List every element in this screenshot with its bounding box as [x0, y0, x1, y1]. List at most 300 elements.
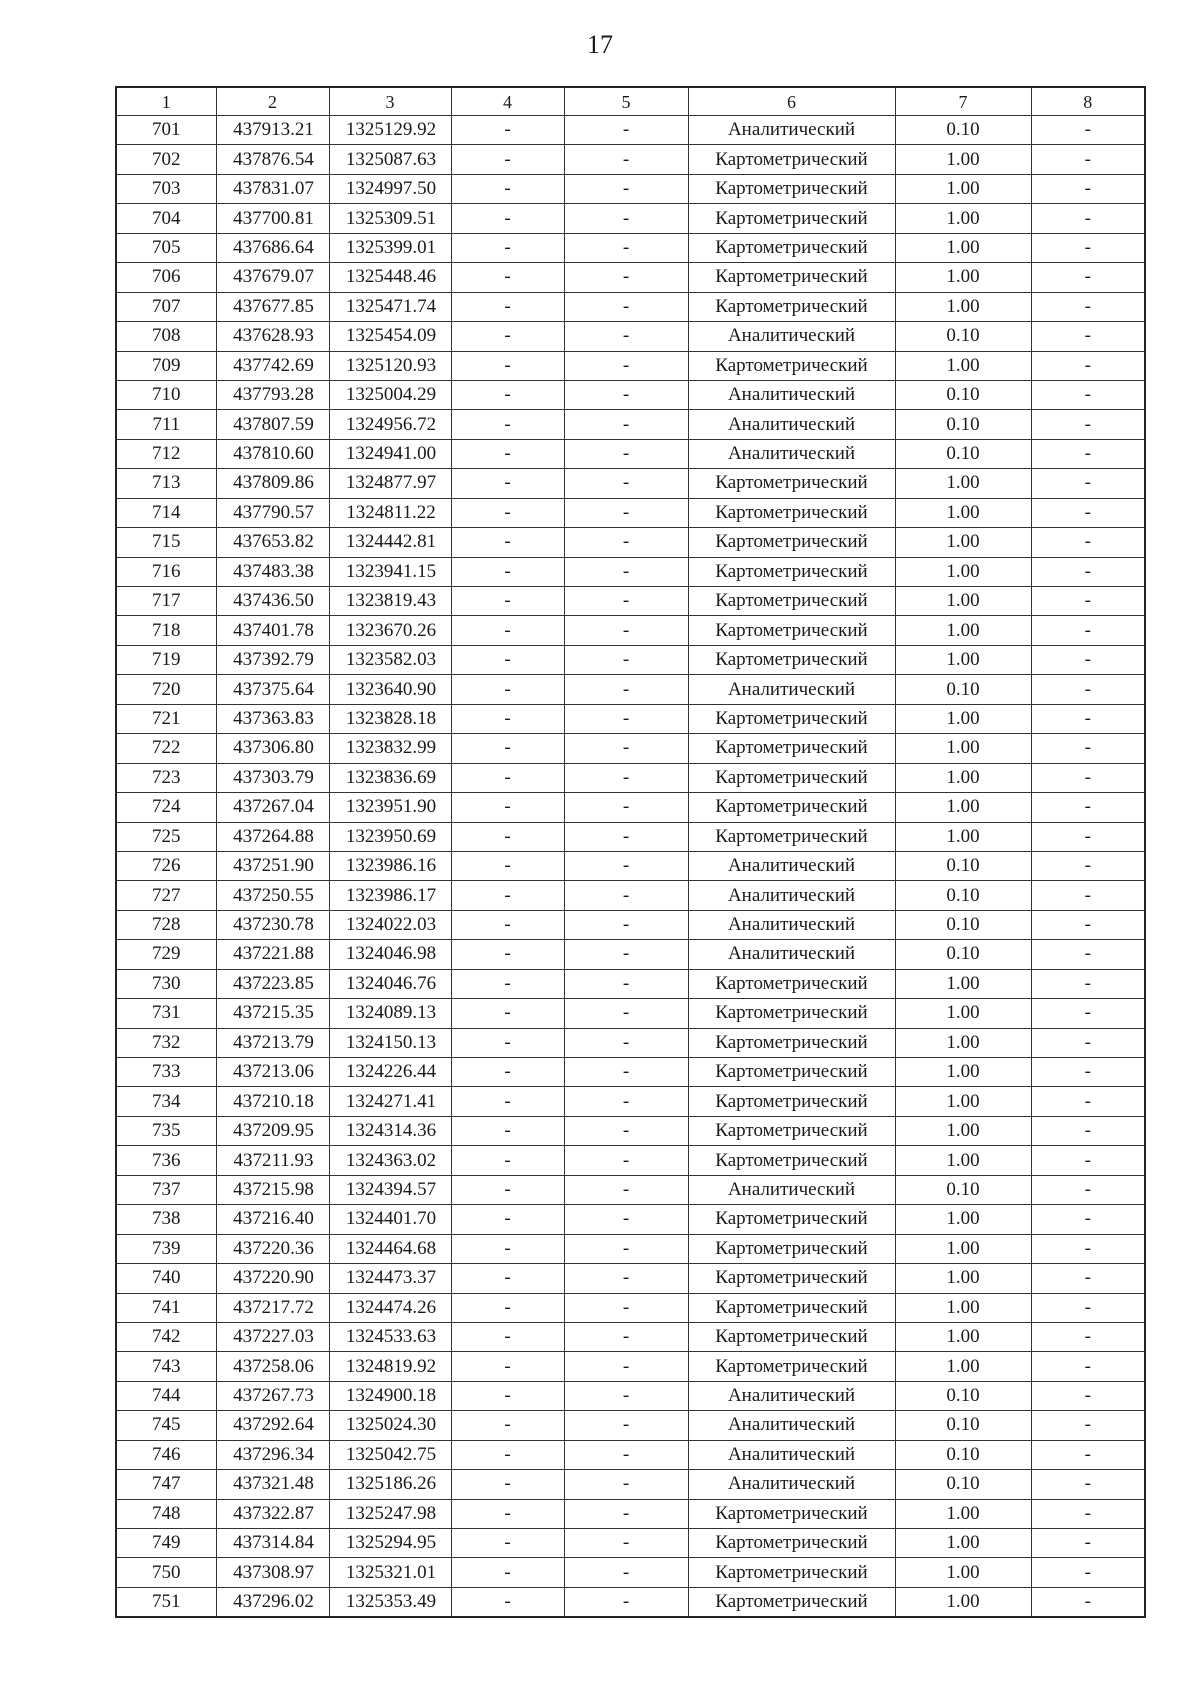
col5-cell: -	[564, 380, 688, 409]
accuracy-cell: 1.00	[895, 1116, 1031, 1145]
method-cell: Картометрический	[688, 1558, 895, 1587]
x-coordinate-cell: 437296.34	[216, 1440, 329, 1469]
accuracy-cell: 1.00	[895, 1205, 1031, 1234]
accuracy-cell: 1.00	[895, 528, 1031, 557]
accuracy-cell: 1.00	[895, 233, 1031, 262]
accuracy-cell: 0.10	[895, 1440, 1031, 1469]
table-row	[116, 822, 1145, 851]
point-number-cell: 712	[116, 439, 216, 468]
col5-cell: -	[564, 734, 688, 763]
col5-cell: -	[564, 1058, 688, 1087]
col4-cell: -	[451, 557, 564, 586]
x-coordinate-cell: 437436.50	[216, 587, 329, 616]
y-coordinate-cell: 1324046.98	[329, 940, 451, 969]
col4-cell: -	[451, 204, 564, 233]
accuracy-cell: 1.00	[895, 999, 1031, 1028]
point-number-cell: 715	[116, 528, 216, 557]
col8-cell: -	[1031, 410, 1145, 439]
col4-cell: -	[451, 1028, 564, 1057]
col8-cell: -	[1031, 1264, 1145, 1293]
accuracy-cell: 0.10	[895, 1470, 1031, 1499]
table-row	[116, 999, 1145, 1028]
column-header: 4	[451, 87, 564, 116]
x-coordinate-cell: 437216.40	[216, 1205, 329, 1234]
point-number-cell: 711	[116, 410, 216, 439]
col8-cell: -	[1031, 233, 1145, 262]
page-number: 17	[587, 30, 613, 59]
col8-cell: -	[1031, 734, 1145, 763]
y-coordinate-cell: 1325186.26	[329, 1470, 451, 1499]
col4-cell: -	[451, 645, 564, 674]
col5-cell: -	[564, 410, 688, 439]
col5-cell: -	[564, 1293, 688, 1322]
table-row	[116, 351, 1145, 380]
accuracy-cell: 1.00	[895, 969, 1031, 998]
col8-cell: -	[1031, 1116, 1145, 1145]
col8-cell: -	[1031, 1587, 1145, 1617]
col5-cell: -	[564, 528, 688, 557]
col5-cell: -	[564, 822, 688, 851]
col4-cell: -	[451, 1264, 564, 1293]
point-number-cell: 736	[116, 1146, 216, 1175]
column-header: 2	[216, 87, 329, 116]
col5-cell: -	[564, 1558, 688, 1587]
table-row	[116, 1205, 1145, 1234]
method-cell: Аналитический	[688, 1440, 895, 1469]
method-cell: Аналитический	[688, 881, 895, 910]
accuracy-cell: 1.00	[895, 292, 1031, 321]
accuracy-cell: 1.00	[895, 1058, 1031, 1087]
col4-cell: -	[451, 1146, 564, 1175]
accuracy-cell: 0.10	[895, 851, 1031, 880]
table-row	[116, 940, 1145, 969]
y-coordinate-cell: 1325087.63	[329, 145, 451, 174]
col8-cell: -	[1031, 528, 1145, 557]
col4-cell: -	[451, 1381, 564, 1410]
coordinates-table	[115, 86, 1146, 1618]
method-cell: Картометрический	[688, 1234, 895, 1263]
point-number-cell: 730	[116, 969, 216, 998]
x-coordinate-cell: 437809.86	[216, 469, 329, 498]
table-row	[116, 910, 1145, 939]
point-number-cell: 729	[116, 940, 216, 969]
point-number-cell: 739	[116, 1234, 216, 1263]
x-coordinate-cell: 437211.93	[216, 1146, 329, 1175]
method-cell: Картометрический	[688, 704, 895, 733]
col4-cell: -	[451, 1411, 564, 1440]
y-coordinate-cell: 1325247.98	[329, 1499, 451, 1528]
point-number-cell: 744	[116, 1381, 216, 1410]
col5-cell: -	[564, 1205, 688, 1234]
y-coordinate-cell: 1324314.36	[329, 1116, 451, 1145]
x-coordinate-cell: 437210.18	[216, 1087, 329, 1116]
y-coordinate-cell: 1323819.43	[329, 587, 451, 616]
col8-cell: -	[1031, 1028, 1145, 1057]
method-cell: Аналитический	[688, 851, 895, 880]
point-number-cell: 723	[116, 763, 216, 792]
y-coordinate-cell: 1324401.70	[329, 1205, 451, 1234]
x-coordinate-cell: 437810.60	[216, 439, 329, 468]
method-cell: Картометрический	[688, 999, 895, 1028]
col5-cell: -	[564, 233, 688, 262]
method-cell: Картометрический	[688, 616, 895, 645]
method-cell: Картометрический	[688, 1529, 895, 1558]
col4-cell: -	[451, 528, 564, 557]
point-number-cell: 733	[116, 1058, 216, 1087]
point-number-cell: 742	[116, 1322, 216, 1351]
col4-cell: -	[451, 116, 564, 145]
point-number-cell: 709	[116, 351, 216, 380]
method-cell: Картометрический	[688, 1146, 895, 1175]
table-row	[116, 587, 1145, 616]
y-coordinate-cell: 1324226.44	[329, 1058, 451, 1087]
method-cell: Аналитический	[688, 380, 895, 409]
y-coordinate-cell: 1325471.74	[329, 292, 451, 321]
x-coordinate-cell: 437628.93	[216, 322, 329, 351]
col4-cell: -	[451, 851, 564, 880]
col4-cell: -	[451, 498, 564, 527]
col4-cell: -	[451, 439, 564, 468]
column-header: 8	[1031, 87, 1145, 116]
table-row	[116, 763, 1145, 792]
accuracy-cell: 1.00	[895, 763, 1031, 792]
col8-cell: -	[1031, 587, 1145, 616]
col8-cell: -	[1031, 1470, 1145, 1499]
x-coordinate-cell: 437267.73	[216, 1381, 329, 1410]
col5-cell: -	[564, 116, 688, 145]
method-cell: Аналитический	[688, 675, 895, 704]
y-coordinate-cell: 1324464.68	[329, 1234, 451, 1263]
method-cell: Картометрический	[688, 1293, 895, 1322]
point-number-cell: 734	[116, 1087, 216, 1116]
x-coordinate-cell: 437483.38	[216, 557, 329, 586]
col8-cell: -	[1031, 1087, 1145, 1116]
col8-cell: -	[1031, 1529, 1145, 1558]
col8-cell: -	[1031, 1381, 1145, 1410]
col5-cell: -	[564, 763, 688, 792]
y-coordinate-cell: 1323950.69	[329, 822, 451, 851]
col8-cell: -	[1031, 263, 1145, 292]
col8-cell: -	[1031, 322, 1145, 351]
col4-cell: -	[451, 763, 564, 792]
y-coordinate-cell: 1325294.95	[329, 1529, 451, 1558]
col5-cell: -	[564, 910, 688, 939]
col5-cell: -	[564, 1116, 688, 1145]
method-cell: Картометрический	[688, 1322, 895, 1351]
col8-cell: -	[1031, 910, 1145, 939]
col8-cell: -	[1031, 1322, 1145, 1351]
table-row	[116, 704, 1145, 733]
accuracy-cell: 1.00	[895, 822, 1031, 851]
method-cell: Картометрический	[688, 1264, 895, 1293]
method-cell: Аналитический	[688, 1175, 895, 1204]
col8-cell: -	[1031, 704, 1145, 733]
y-coordinate-cell: 1325024.30	[329, 1411, 451, 1440]
table-header-row	[116, 87, 1145, 116]
accuracy-cell: 1.00	[895, 1499, 1031, 1528]
table-row	[116, 793, 1145, 822]
accuracy-cell: 1.00	[895, 734, 1031, 763]
col8-cell: -	[1031, 969, 1145, 998]
col5-cell: -	[564, 351, 688, 380]
table-row	[116, 1116, 1145, 1145]
x-coordinate-cell: 437220.90	[216, 1264, 329, 1293]
method-cell: Картометрический	[688, 1352, 895, 1381]
method-cell: Аналитический	[688, 910, 895, 939]
y-coordinate-cell: 1324877.97	[329, 469, 451, 498]
x-coordinate-cell: 437807.59	[216, 410, 329, 439]
method-cell: Картометрический	[688, 469, 895, 498]
col4-cell: -	[451, 1587, 564, 1617]
table-row	[116, 204, 1145, 233]
col8-cell: -	[1031, 292, 1145, 321]
point-number-cell: 737	[116, 1175, 216, 1204]
accuracy-cell: 1.00	[895, 1587, 1031, 1617]
col8-cell: -	[1031, 1411, 1145, 1440]
accuracy-cell: 0.10	[895, 410, 1031, 439]
method-cell: Картометрический	[688, 174, 895, 203]
y-coordinate-cell: 1325309.51	[329, 204, 451, 233]
col4-cell: -	[451, 1058, 564, 1087]
table-row	[116, 1175, 1145, 1204]
col4-cell: -	[451, 380, 564, 409]
col4-cell: -	[451, 675, 564, 704]
col8-cell: -	[1031, 675, 1145, 704]
accuracy-cell: 1.00	[895, 498, 1031, 527]
col8-cell: -	[1031, 145, 1145, 174]
col8-cell: -	[1031, 1146, 1145, 1175]
col8-cell: -	[1031, 174, 1145, 203]
point-number-cell: 716	[116, 557, 216, 586]
y-coordinate-cell: 1325448.46	[329, 263, 451, 292]
col5-cell: -	[564, 263, 688, 292]
point-number-cell: 748	[116, 1499, 216, 1528]
point-number-cell: 732	[116, 1028, 216, 1057]
method-cell: Картометрический	[688, 204, 895, 233]
x-coordinate-cell: 437264.88	[216, 822, 329, 851]
point-number-cell: 722	[116, 734, 216, 763]
col5-cell: -	[564, 645, 688, 674]
table-row	[116, 292, 1145, 321]
x-coordinate-cell: 437251.90	[216, 851, 329, 880]
col4-cell: -	[451, 1352, 564, 1381]
col4-cell: -	[451, 233, 564, 262]
point-number-cell: 710	[116, 380, 216, 409]
table-row	[116, 616, 1145, 645]
accuracy-cell: 0.10	[895, 675, 1031, 704]
x-coordinate-cell: 437258.06	[216, 1352, 329, 1381]
point-number-cell: 707	[116, 292, 216, 321]
accuracy-cell: 1.00	[895, 469, 1031, 498]
method-cell: Аналитический	[688, 1411, 895, 1440]
y-coordinate-cell: 1324811.22	[329, 498, 451, 527]
y-coordinate-cell: 1324474.26	[329, 1293, 451, 1322]
x-coordinate-cell: 437392.79	[216, 645, 329, 674]
x-coordinate-cell: 437314.84	[216, 1529, 329, 1558]
point-number-cell: 720	[116, 675, 216, 704]
accuracy-cell: 1.00	[895, 1558, 1031, 1587]
point-number-cell: 731	[116, 999, 216, 1028]
x-coordinate-cell: 437913.21	[216, 116, 329, 145]
col4-cell: -	[451, 1234, 564, 1263]
col4-cell: -	[451, 410, 564, 439]
table-row	[116, 851, 1145, 880]
accuracy-cell: 0.10	[895, 1411, 1031, 1440]
col5-cell: -	[564, 1234, 688, 1263]
method-cell: Картометрический	[688, 645, 895, 674]
col5-cell: -	[564, 1352, 688, 1381]
accuracy-cell: 0.10	[895, 116, 1031, 145]
method-cell: Аналитический	[688, 940, 895, 969]
col5-cell: -	[564, 322, 688, 351]
col5-cell: -	[564, 999, 688, 1028]
point-number-cell: 728	[116, 910, 216, 939]
col4-cell: -	[451, 969, 564, 998]
y-coordinate-cell: 1323836.69	[329, 763, 451, 792]
col5-cell: -	[564, 1028, 688, 1057]
point-number-cell: 750	[116, 1558, 216, 1587]
col5-cell: -	[564, 1587, 688, 1617]
x-coordinate-cell: 437363.83	[216, 704, 329, 733]
col5-cell: -	[564, 616, 688, 645]
accuracy-cell: 1.00	[895, 1293, 1031, 1322]
col4-cell: -	[451, 263, 564, 292]
column-header: 1	[116, 87, 216, 116]
col4-cell: -	[451, 704, 564, 733]
point-number-cell: 719	[116, 645, 216, 674]
col8-cell: -	[1031, 557, 1145, 586]
table-row	[116, 645, 1145, 674]
table-row	[116, 439, 1145, 468]
x-coordinate-cell: 437700.81	[216, 204, 329, 233]
col8-cell: -	[1031, 498, 1145, 527]
method-cell: Аналитический	[688, 439, 895, 468]
table-row	[116, 1028, 1145, 1057]
point-number-cell: 741	[116, 1293, 216, 1322]
method-cell: Картометрический	[688, 498, 895, 527]
table-row	[116, 557, 1145, 586]
accuracy-cell: 1.00	[895, 1264, 1031, 1293]
y-coordinate-cell: 1325120.93	[329, 351, 451, 380]
table-row	[116, 1587, 1145, 1617]
table-row	[116, 1264, 1145, 1293]
x-coordinate-cell: 437267.04	[216, 793, 329, 822]
col8-cell: -	[1031, 940, 1145, 969]
point-number-cell: 743	[116, 1352, 216, 1381]
method-cell: Картометрический	[688, 233, 895, 262]
col4-cell: -	[451, 910, 564, 939]
accuracy-cell: 1.00	[895, 1352, 1031, 1381]
col5-cell: -	[564, 498, 688, 527]
table-row	[116, 1499, 1145, 1528]
table-row	[116, 1529, 1145, 1558]
table-row	[116, 1411, 1145, 1440]
col4-cell: -	[451, 174, 564, 203]
col8-cell: -	[1031, 822, 1145, 851]
method-cell: Картометрический	[688, 822, 895, 851]
col5-cell: -	[564, 940, 688, 969]
y-coordinate-cell: 1324271.41	[329, 1087, 451, 1116]
x-coordinate-cell: 437375.64	[216, 675, 329, 704]
table-row	[116, 528, 1145, 557]
x-coordinate-cell: 437308.97	[216, 1558, 329, 1587]
accuracy-cell: 1.00	[895, 616, 1031, 645]
method-cell: Картометрический	[688, 1499, 895, 1528]
point-number-cell: 705	[116, 233, 216, 262]
point-number-cell: 745	[116, 1411, 216, 1440]
col5-cell: -	[564, 1411, 688, 1440]
y-coordinate-cell: 1324997.50	[329, 174, 451, 203]
y-coordinate-cell: 1324046.76	[329, 969, 451, 998]
col8-cell: -	[1031, 763, 1145, 792]
col8-cell: -	[1031, 1205, 1145, 1234]
table-row	[116, 881, 1145, 910]
col5-cell: -	[564, 174, 688, 203]
y-coordinate-cell: 1324819.92	[329, 1352, 451, 1381]
col4-cell: -	[451, 1529, 564, 1558]
method-cell: Картометрический	[688, 587, 895, 616]
table-row	[116, 1352, 1145, 1381]
column-header: 7	[895, 87, 1031, 116]
accuracy-cell: 1.00	[895, 587, 1031, 616]
column-header: 5	[564, 87, 688, 116]
method-cell: Картометрический	[688, 969, 895, 998]
col8-cell: -	[1031, 1058, 1145, 1087]
accuracy-cell: 1.00	[895, 645, 1031, 674]
method-cell: Картометрический	[688, 263, 895, 292]
point-number-cell: 714	[116, 498, 216, 527]
table-row	[116, 1558, 1145, 1587]
y-coordinate-cell: 1323828.18	[329, 704, 451, 733]
col5-cell: -	[564, 1146, 688, 1175]
point-number-cell: 724	[116, 793, 216, 822]
table-row	[116, 969, 1145, 998]
x-coordinate-cell: 437831.07	[216, 174, 329, 203]
point-number-cell: 708	[116, 322, 216, 351]
table-row	[116, 410, 1145, 439]
point-number-cell: 725	[116, 822, 216, 851]
x-coordinate-cell: 437209.95	[216, 1116, 329, 1145]
accuracy-cell: 1.00	[895, 145, 1031, 174]
x-coordinate-cell: 437303.79	[216, 763, 329, 792]
x-coordinate-cell: 437401.78	[216, 616, 329, 645]
accuracy-cell: 1.00	[895, 174, 1031, 203]
point-number-cell: 701	[116, 116, 216, 145]
col8-cell: -	[1031, 616, 1145, 645]
method-cell: Картометрический	[688, 557, 895, 586]
col8-cell: -	[1031, 851, 1145, 880]
table-row	[116, 263, 1145, 292]
accuracy-cell: 1.00	[895, 1146, 1031, 1175]
col8-cell: -	[1031, 645, 1145, 674]
accuracy-cell: 1.00	[895, 263, 1031, 292]
point-number-cell: 738	[116, 1205, 216, 1234]
table-row	[116, 1234, 1145, 1263]
table-body	[116, 116, 1145, 1618]
x-coordinate-cell: 437679.07	[216, 263, 329, 292]
point-number-cell: 706	[116, 263, 216, 292]
method-cell: Картометрический	[688, 1058, 895, 1087]
table-row	[116, 116, 1145, 145]
accuracy-cell: 1.00	[895, 204, 1031, 233]
y-coordinate-cell: 1323986.16	[329, 851, 451, 880]
y-coordinate-cell: 1324089.13	[329, 999, 451, 1028]
x-coordinate-cell: 437223.85	[216, 969, 329, 998]
point-number-cell: 702	[116, 145, 216, 174]
method-cell: Аналитический	[688, 322, 895, 351]
accuracy-cell: 0.10	[895, 1175, 1031, 1204]
accuracy-cell: 1.00	[895, 704, 1031, 733]
